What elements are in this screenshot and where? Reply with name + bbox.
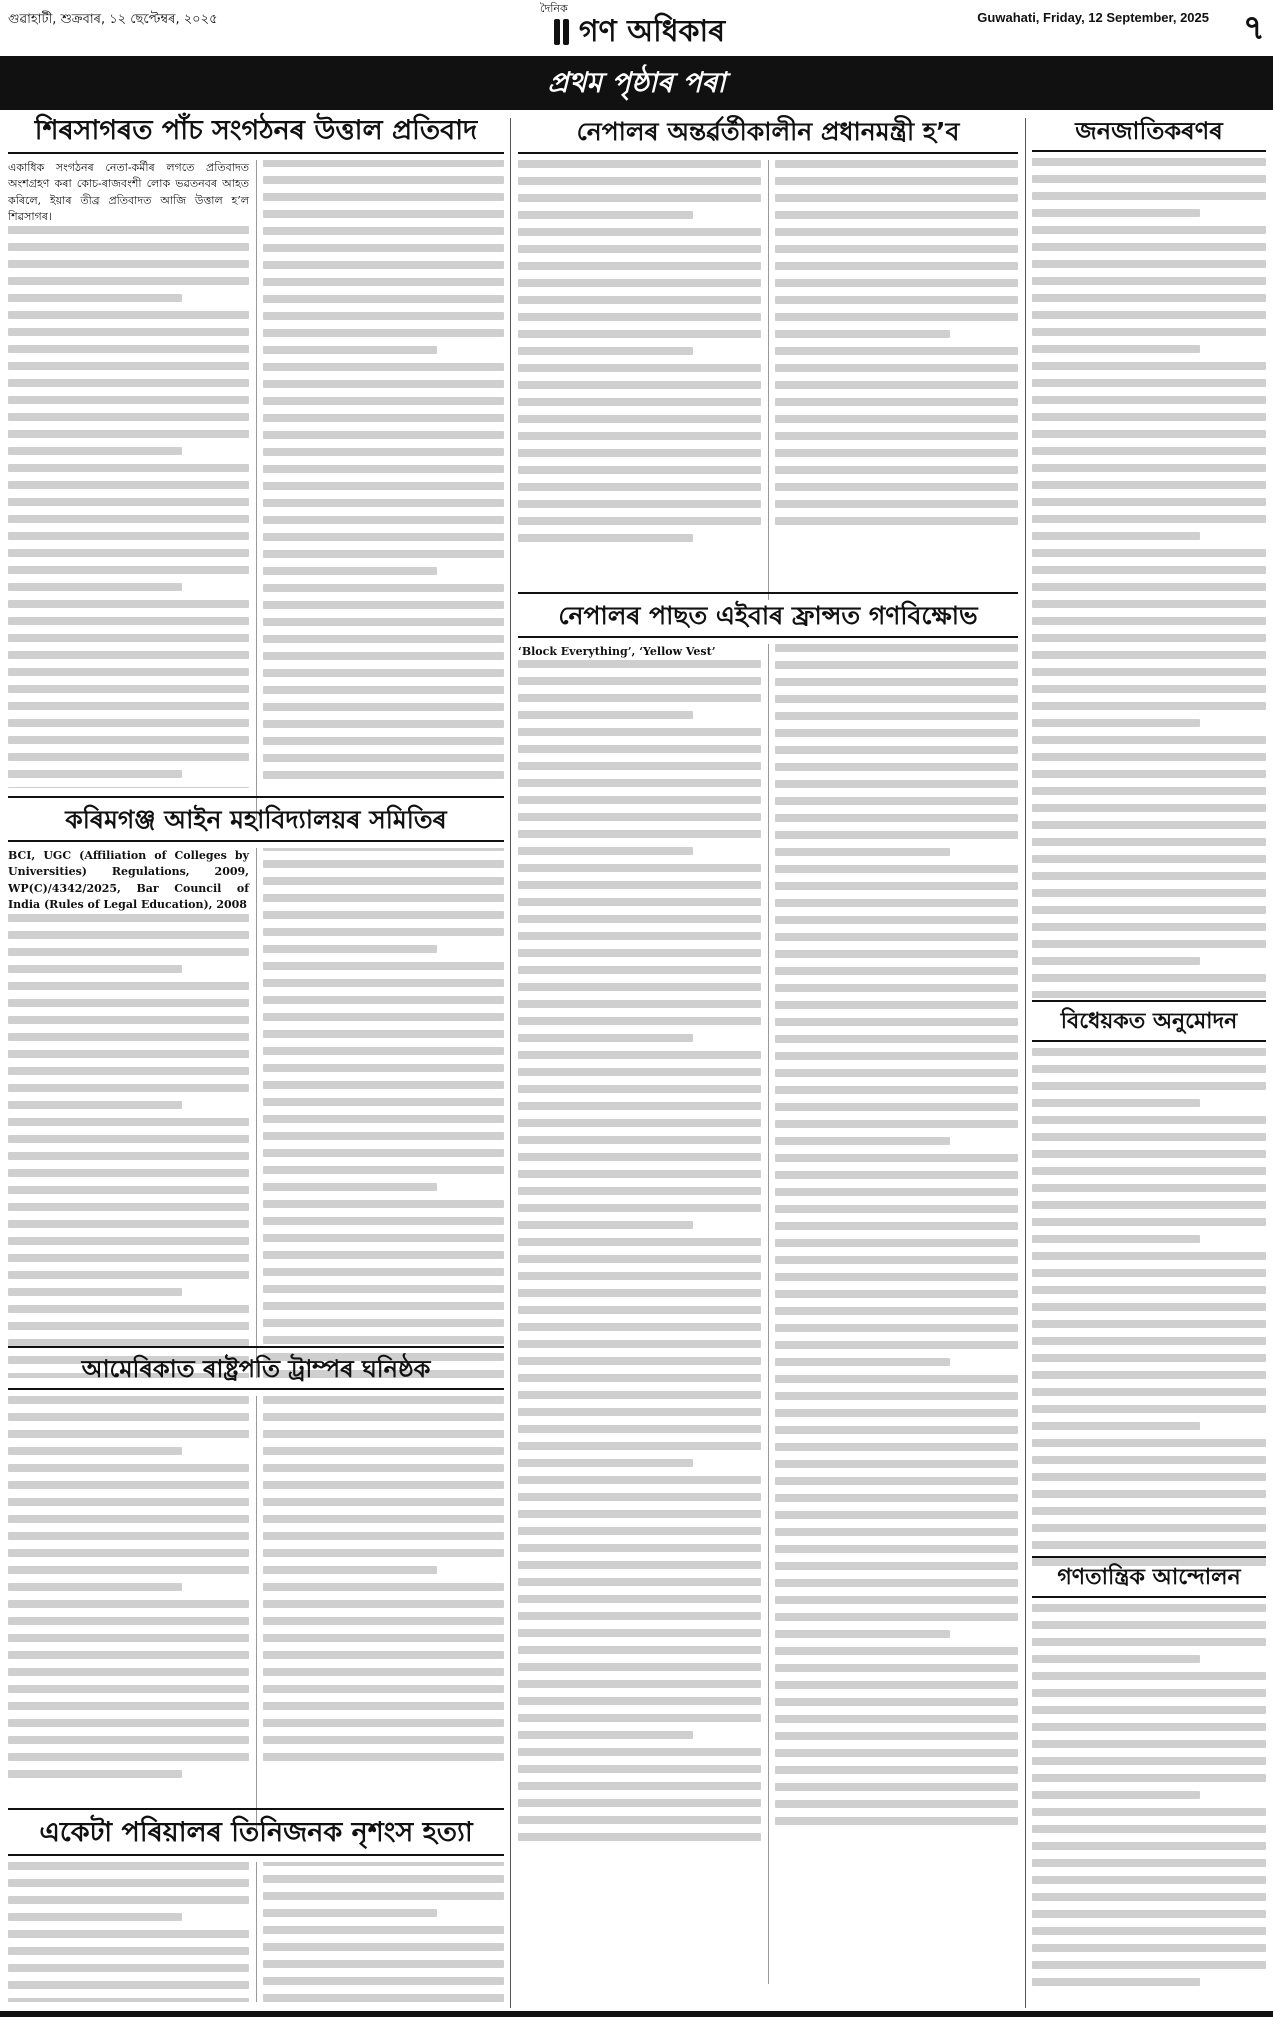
article-headline: গণতান্ত্ৰিক আন্দোলন: [1057, 1565, 1241, 1590]
headline-rule: [8, 1346, 504, 1348]
article-body: [8, 1396, 504, 1838]
article-sivasagar: [8, 116, 504, 820]
column-divider: [1025, 118, 1026, 2008]
newspaper-logo: [508, 12, 768, 52]
article-headline: আমেৰিকাত ৰাষ্ট্ৰপতি ট্ৰাম্পৰ ঘনিষ্ঠক: [81, 1355, 431, 1383]
dateline-left: গুৱাহাটী, শুক্ৰবাৰ, ১২ ছেপ্টেম্বৰ, ২০২৫: [8, 12, 218, 27]
article-body: [8, 1862, 504, 2002]
article-nepal-interim-pm: [518, 118, 1018, 600]
article-body: [518, 160, 1018, 600]
article-keywords: ‘Block Everything’, ‘Yellow Vest’: [518, 644, 716, 658]
article-body: [1032, 158, 1266, 998]
article-karimganj-law-college: [8, 796, 504, 1378]
article-headline: নেপালৰ পাছত এইবাৰ ফ্ৰান্সত গণবিক্ষোভ: [558, 601, 978, 630]
headline-rule: [1032, 1596, 1266, 1598]
headline-rule: [8, 840, 504, 842]
article-family-murder: [8, 1808, 504, 2002]
page-number: ৭: [1242, 8, 1265, 48]
page-bottom-rule: [0, 2011, 1273, 2017]
article-headline: নেপালৰ অন্তৰ্ৱৰ্তীকালীন প্ৰধানমন্ত্ৰী হ’ব: [576, 117, 960, 146]
section-banner: [0, 58, 1273, 110]
article-body: [8, 160, 504, 820]
article-headline: শিৰসাগৰত পাঁচ সংগঠনৰ উত্তাল প্ৰতিবাদ: [34, 115, 478, 146]
dateline-right: Guwahati, Friday, 12 September, 2025: [977, 10, 1209, 25]
headline-rule: [1032, 1040, 1266, 1042]
section-title: প্ৰথম পৃষ্ঠাৰ পৰা: [547, 65, 726, 99]
article-headline: একেটা পৰিয়ালৰ তিনিজনক নৃশংস হত্যা: [39, 1817, 473, 1848]
column-divider: [510, 118, 511, 2008]
headline-rule: [1032, 1556, 1266, 1558]
article-references: BCI, UGC (Affiliation of Colleges by Universities) Regulations, 2009, WP(C)/4342/2025, Bar Council of India (Rules of Legal Education), 2008: [8, 848, 249, 911]
headline-rule: [8, 1808, 504, 1810]
article-lead-text: একাধিক সংগঠনৰ নেতা-কৰ্মীৰ লগতে প্ৰতিবাদত অংশগ্ৰহণ কৰা কোচ-ৰাজবংশী লোক ভৱতনবৰ আহত কৰিলে, ইয়াৰ তীব্ৰ প্ৰতিবাদত আজি উত্তাল হ’ল শিৱসাগৰ।: [8, 160, 249, 224]
article-democratic-movement: [1032, 1556, 1266, 1994]
article-body: [8, 848, 504, 1378]
masthead: [0, 0, 1273, 58]
headline-rule: [8, 1854, 504, 1856]
article-janajatikaran: [1032, 118, 1266, 998]
article-headline: জনজাতিকৰণৰ: [1075, 117, 1223, 145]
headline-rule: [8, 1388, 504, 1390]
headline-rule: [1032, 1000, 1266, 1002]
article-body: [518, 644, 1018, 1984]
headline-rule: [518, 592, 1018, 594]
headline-rule: [8, 796, 504, 798]
article-france-protest: [518, 592, 1018, 1984]
article-headline: কৰিমগঞ্জ আইন মহাবিদ্যালয়ৰ সমিতিৰ: [65, 805, 447, 834]
headline-rule: [8, 152, 504, 154]
article-headline: বিধেয়কত অনুমোদন: [1060, 1009, 1238, 1034]
headline-rule: [518, 636, 1018, 638]
article-trump-close-aide: [8, 1346, 504, 1838]
headline-rule: [518, 152, 1018, 154]
article-bill-approval: [1032, 1000, 1266, 1568]
headline-rule: [1032, 150, 1266, 152]
article-body: [1032, 1048, 1266, 1568]
logo-emblem-icon: [551, 17, 573, 47]
article-body: [1032, 1604, 1266, 1994]
logo-prefix: দৈনিক: [540, 2, 568, 15]
logo-text: গণ অধিকাৰ: [578, 13, 726, 49]
